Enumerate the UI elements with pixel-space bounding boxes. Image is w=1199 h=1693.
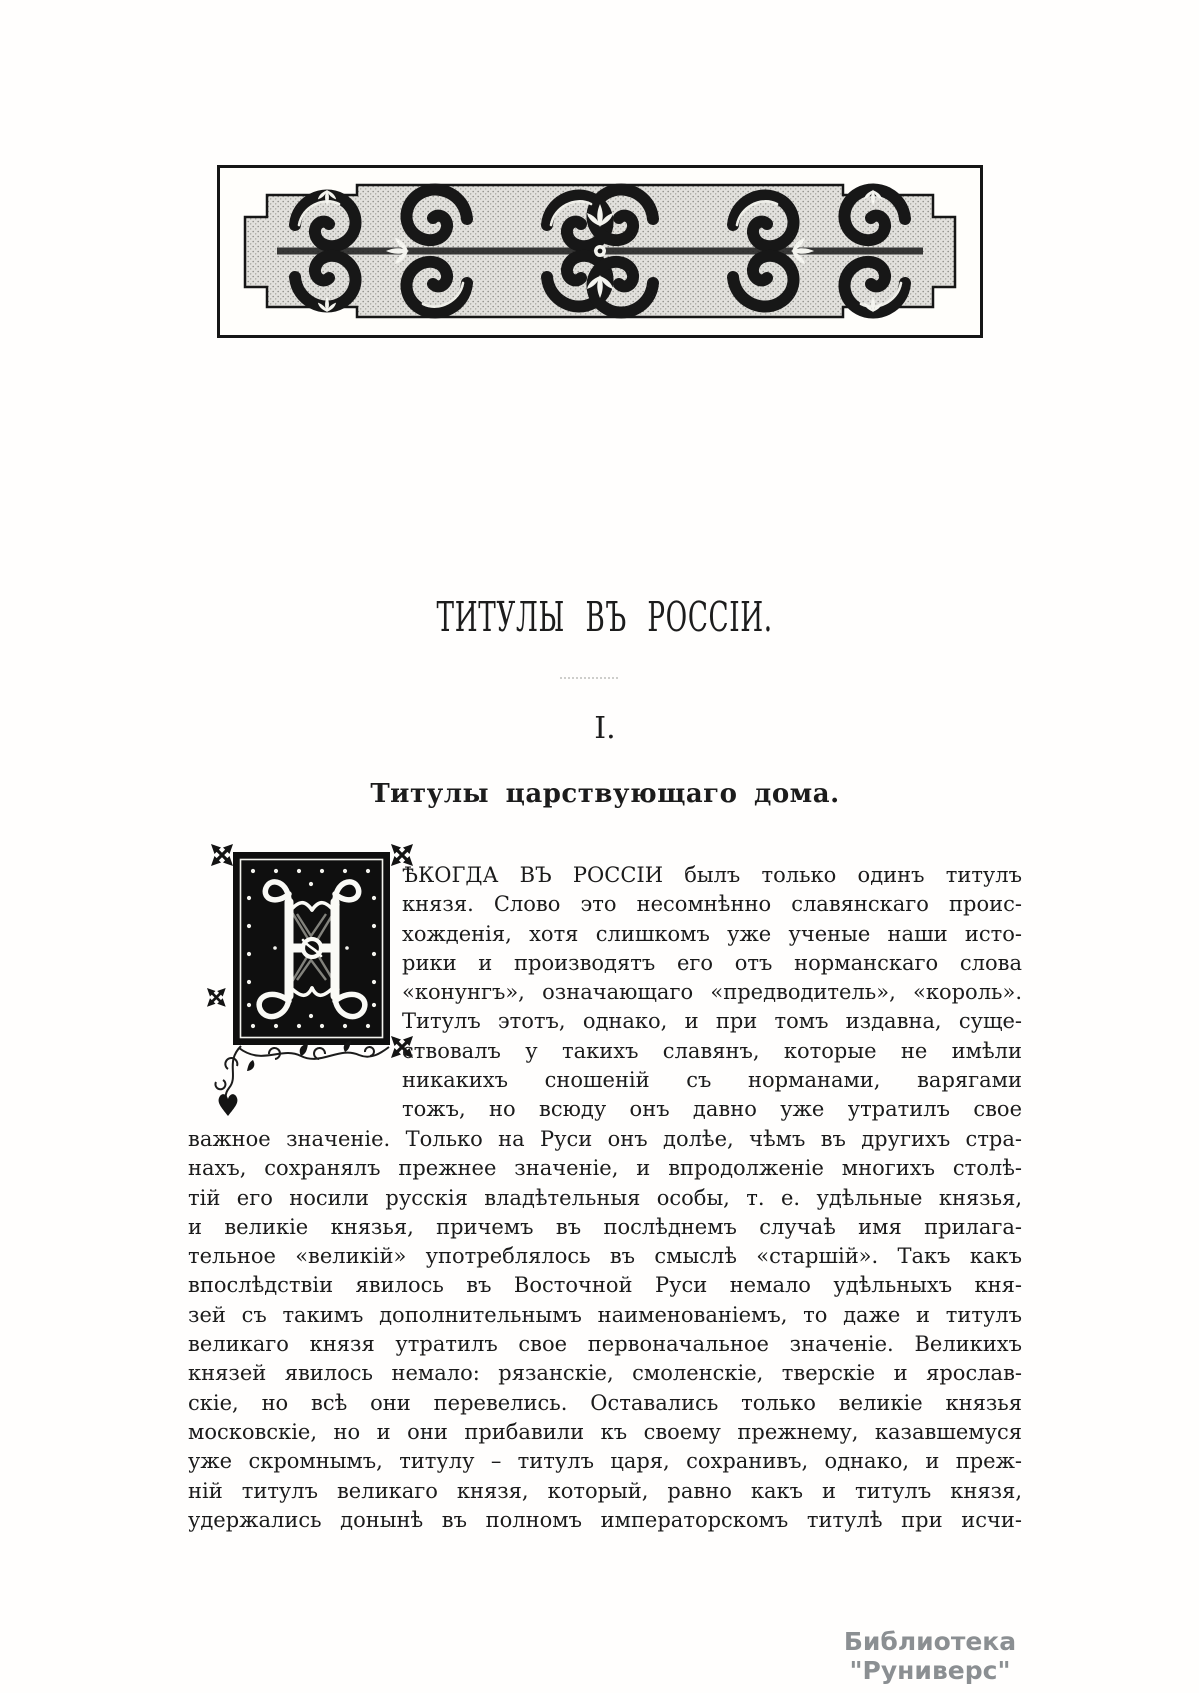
- text-line: скіе, но всѣ они перевелись. Оставались только великіе князья: [188, 1390, 1022, 1415]
- text-line: московскіе, но и они прибавили къ своему прежнему, казавшемуся: [188, 1419, 1022, 1444]
- body-paragraph-indent: [402, 861, 1022, 1125]
- text-line: «конунгъ», означающаго «предводитель», «король».: [402, 980, 1022, 1005]
- text-line: тельное «великій» употреблялось въ смыслѣ «старшій». Такъ какъ: [188, 1244, 1022, 1269]
- text-line: никакихъ сношеній съ норманами, варягами: [402, 1068, 1022, 1093]
- text-line: рики и производятъ его отъ норманскаго слова: [402, 950, 1022, 975]
- text-line: ѢКОГДА ВЪ РОССІИ былъ только одинъ титулъ: [402, 863, 1022, 887]
- section-number: I.: [594, 711, 616, 746]
- text-line: удержались донынѣ въ полномъ императорскомъ титулѣ при исчи-: [188, 1507, 1022, 1532]
- ornament-band: [217, 165, 983, 338]
- text-line: важное значеніе. Только на Руси онъ долѣе, чѣмъ въ другихъ стра-: [188, 1127, 1022, 1151]
- drop-cap-initial: [205, 840, 435, 1130]
- body-paragraph-full: [188, 1125, 1022, 1535]
- text-line: уже скромнымъ, титулу – титулъ царя, сохранивъ, однако, и преж-: [188, 1449, 1022, 1474]
- drop-cap-letter: [0, 0, 1, 1]
- text-line: тій его носили русскія владѣтельныя особы, т. е. удѣльные князья,: [188, 1185, 1022, 1210]
- text-line: Титулъ этотъ, однако, и при томъ издавна, суще-: [402, 1009, 1022, 1034]
- text-line: ствовалъ у такихъ славянъ, которые не имѣли: [402, 1038, 1022, 1063]
- text-line: тожъ, но всюду онъ давно уже утратилъ свое: [402, 1097, 1022, 1122]
- text-line: великаго князя утратилъ свое первоначальное значеніе. Великихъ: [188, 1332, 1022, 1357]
- text-line: зей съ такимъ дополнительнымъ наименованіемъ, то даже и титулъ: [188, 1302, 1022, 1327]
- section-subtitle: Титулы царствующаго дома.: [370, 779, 840, 809]
- text-line: князей явилось немало: рязанскіе, смоленскіе, тверскіе и ярослав-: [188, 1361, 1022, 1386]
- page-title: [188, 593, 1022, 641]
- text-line: нахъ, сохранялъ прежнее значеніе, и впродолженіе многихъ столѣ-: [188, 1156, 1022, 1181]
- page-title-text: ТИТУЛЫ ВЪ РОССІИ.: [436, 593, 774, 641]
- section-divider: [560, 677, 618, 679]
- text-line: и великіе князья, причемъ въ послѣднемъ случаѣ имя прилага-: [188, 1214, 1022, 1239]
- text-line: князя. Слово это несомнѣнно славянскаго проис-: [402, 892, 1022, 917]
- text-line: хожденія, хотя слишкомъ уже ученые наши исто-: [402, 921, 1022, 946]
- text-line: ній титулъ великаго князя, который, равно какъ и титулъ князя,: [188, 1478, 1022, 1503]
- library-watermark: Библиотека "Руниверс": [843, 1627, 1017, 1685]
- text-line: впослѣдствіи явилось въ Восточной Руси немало удѣльныхъ кня-: [188, 1273, 1022, 1298]
